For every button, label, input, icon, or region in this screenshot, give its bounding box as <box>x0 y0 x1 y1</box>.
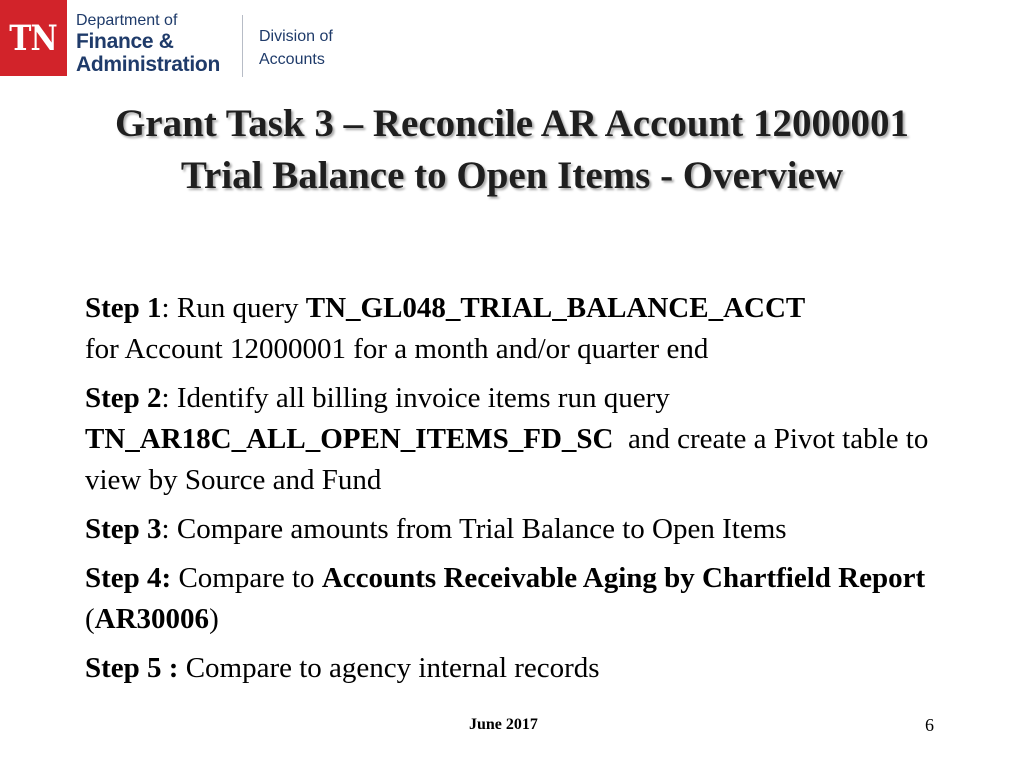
step-1-text-2: for Account 12000001 for a month and/or quarter end <box>85 333 709 365</box>
step-5 <box>85 648 965 689</box>
slide-body <box>85 288 965 697</box>
step-4-report-code: AR30006 <box>94 603 210 635</box>
step-1 <box>85 288 965 370</box>
logo-divider <box>242 15 243 77</box>
step-4-report-name: Accounts Receivable Aging by Chartfield Report <box>321 562 926 594</box>
step-3-text: : Compare amounts from Trial Balance to Open Items <box>161 513 787 545</box>
tn-logo-text: TN <box>9 17 58 59</box>
division-line2: Accounts <box>259 51 325 68</box>
step-2-query: TN_AR18C_ALL_OPEN_ITEMS_FD_SC <box>85 423 614 455</box>
page-number: 6 <box>925 715 934 735</box>
step-5-text: Compare to agency internal records <box>178 652 600 684</box>
division-name <box>259 25 333 71</box>
step-5-label: Step 5 : <box>85 652 179 684</box>
step-2-text: : Identify all billing invoice items run query <box>161 382 670 414</box>
step-2-text-2: and create a Pivot table to view by Source and Fund <box>85 423 936 496</box>
department-line1: Department of <box>76 12 178 29</box>
step-2-label: Step 2 <box>85 382 162 414</box>
step-3 <box>85 509 965 550</box>
step-1-query: TN_GL048_TRIAL_BALANCE_ACCT <box>305 292 806 324</box>
step-3-label: Step 3 <box>85 513 162 545</box>
division-line1: Division of <box>259 28 333 45</box>
slide-title <box>0 98 1024 202</box>
department-line3: Administration <box>76 53 220 76</box>
step-2 <box>85 378 965 501</box>
step-4-text-2: ( <box>85 603 95 635</box>
step-4-text: Compare to <box>171 562 322 594</box>
step-4-text-3: ) <box>209 603 219 635</box>
step-1-label: Step 1 <box>85 292 162 324</box>
step-4-label: Step 4: <box>85 562 172 594</box>
title-line2: Trial Balance to Open Items - Overview <box>180 154 844 197</box>
department-name <box>76 11 220 76</box>
title-line1: Grant Task 3 – Reconcile AR Account 12000001 <box>114 102 910 145</box>
department-line2: Finance & <box>76 30 174 53</box>
header-logo <box>0 0 400 80</box>
step-4 <box>85 558 965 640</box>
tn-logo-icon <box>0 0 67 76</box>
step-1-text: : Run query <box>161 292 306 324</box>
footer-date: June 2017 <box>469 716 538 733</box>
